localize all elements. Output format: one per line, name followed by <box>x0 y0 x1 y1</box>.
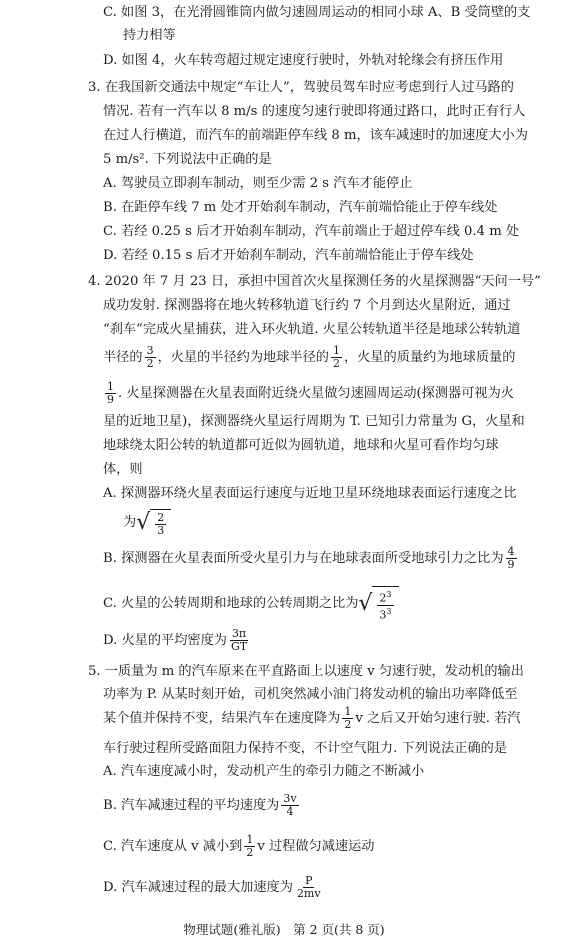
q5-l3-text-a: 某个值并保持不变，结果汽车在速度降为 <box>103 711 341 726</box>
q5-option-b <box>103 791 301 821</box>
q3-stem-line3: 在过人行横道，而汽车的前端距停车线 8 m，该车减速时的加速度大小为 <box>103 128 528 143</box>
fraction-one-ninth <box>105 381 116 406</box>
q5-d-text: D. 汽车减速过程的最大加速度为 <box>103 880 293 895</box>
frac-den: 9 <box>107 393 114 406</box>
page-footer: 物理试题(雅礼版) 第 2 页(共 8 页) <box>183 922 385 937</box>
q4-stem-line1: 4. 2020 年 7 月 23 日，承担中国首次火星探测任务的火星探测器“天问一号” <box>88 274 541 289</box>
frac-num: P <box>305 874 313 887</box>
frac-den: 4 <box>286 805 294 818</box>
q4-stem-line4 <box>103 344 515 372</box>
q4-l4-text-c: ，火星的质量约为地球质量的 <box>344 350 516 365</box>
den-exponent: 3 <box>386 606 392 616</box>
frac-num: 1 <box>107 380 114 393</box>
fraction-one-half <box>342 706 353 731</box>
fraction-two-thirds <box>155 512 166 537</box>
q4-b-text: B. 探测器在火星表面所受火星引力与在地球表面所受地球引力之比为 <box>103 551 504 566</box>
q3-option-c: C. 若经 0.25 s 后才开始刹车制动，汽车前端止于超过停车线 0.4 m 处 <box>103 224 520 239</box>
q5-option-c <box>103 832 375 862</box>
frac-num: 4 <box>507 545 515 558</box>
frac-num: 3π <box>231 627 247 640</box>
q3-stem-line2: 情况. 若有一汽车以 8 m/s 的速度匀速行驶即将通过路口，此时正有行人 <box>103 104 526 119</box>
q2-option-d: D. 如图 4，火车转弯超过规定速度行驶时，外轨对轮缘会有挤压作用 <box>103 53 504 68</box>
frac-den <box>377 606 393 622</box>
q4-d-text: D. 火星的平均密度为 <box>103 633 227 648</box>
q3-option-a: A. 驾驶员立即刹车制动，则至少需 2 s 汽车才能停止 <box>103 176 413 191</box>
q2-option-c-line1: C. 如图 3，在光滑圆锥筒内做匀速圆周运动的相同小球 A、B 受筒壁的支 <box>103 5 531 20</box>
q4-option-d <box>103 626 251 656</box>
num-base: 2 <box>379 591 387 605</box>
q5-option-d <box>103 873 325 903</box>
frac-num: 2 <box>157 510 165 524</box>
q3-option-d: D. 若经 0.15 s 后才开始刹车制动，汽车前端恰能止于停车线处 <box>103 248 474 263</box>
frac-num: 1 <box>333 344 340 357</box>
q5-stem-line4: 车行驶过程所受路面阻力保持不变，不计空气阻力. 下列说法正确的是 <box>103 741 508 756</box>
q3-stem-line1: 3. 在我国新交通法中规定“车让人”，驾驶员驾车时应考虑到行人过马路的 <box>88 80 514 95</box>
q3-option-b: B. 在距停车线 7 m 处才开始刹车制动，汽车前端恰能止于停车线处 <box>103 200 498 215</box>
q4-stem-line2: 成功发射. 探测器将在地火转移轨道飞行约 7 个月到达火星附近，通过 <box>103 298 511 313</box>
q4-option-a-line1: A. 探测器环绕火星表面运行速度与近地卫星环绕地球表面运行速度之比 <box>103 486 517 501</box>
num-exponent: 3 <box>386 590 392 599</box>
q4-stem-line6: 星的近地卫星)，探测器绕火星运行周期为 T. 已知引力常量为 G，火星和 <box>103 414 525 429</box>
fraction-three-halves <box>145 345 156 370</box>
frac-den: GT <box>231 640 248 653</box>
fraction-average-speed <box>281 793 298 818</box>
frac-den: 2 <box>146 357 154 370</box>
frac-den: 2 <box>246 846 254 859</box>
q4-option-a-line2 <box>123 506 171 540</box>
frac-den: 2 <box>333 357 340 370</box>
q5-c-text-a: C. 汽车速度从 v 减小到 <box>103 839 243 854</box>
q3-stem-line4: 5 m/s². 下列说法中正确的是 <box>103 152 272 167</box>
q5-l3-text-b: v 之后又开始匀速行驶. 若汽 <box>355 711 521 726</box>
sqrt-two-thirds <box>136 509 171 537</box>
q4-l4-text-a: 半径的 <box>103 350 143 365</box>
q4-l5-text: . 火星探测器在火星表面附近绕火星做匀速圆周运动(探测器可视为火 <box>118 386 514 401</box>
fraction-max-acceleration <box>295 875 323 900</box>
frac-num <box>377 589 393 606</box>
fraction-one-half <box>331 345 342 370</box>
fraction-four-ninths <box>506 546 517 571</box>
q5-b-text: B. 汽车减速过程的平均速度为 <box>103 798 280 813</box>
frac-num: 1 <box>344 705 352 718</box>
q5-stem-line1: 5. 一质量为 m 的汽车原来在平直路面上以速度 v 匀速行驶，发动机的输出 <box>88 664 524 679</box>
q4-stem-line5 <box>103 380 514 408</box>
sqrt-power-ratio <box>358 586 398 621</box>
frac-den: 2mv <box>296 887 321 900</box>
fraction-one-half <box>244 834 255 859</box>
fraction-power-ratio <box>377 589 393 621</box>
frac-num: 1 <box>246 833 254 846</box>
frac-num: 3v <box>283 792 297 805</box>
q5-option-a: A. 汽车速度减小时，发动机产生的牵引力随之不断减小 <box>103 764 425 779</box>
q4-c-text: C. 火星的公转周期和地球的公转周期之比为 <box>103 596 359 612</box>
q4-option-c <box>103 586 399 621</box>
frac-den: 2 <box>344 718 352 731</box>
q4-l4-text-b: ，火星的半径约为地球半径的 <box>157 350 329 365</box>
q4-stem-line7: 地球绕太阳公转的轨道都可近似为圆轨道，地球和火星可看作均匀球 <box>103 438 499 453</box>
radical-sign: √ <box>358 590 373 616</box>
den-base: 3 <box>379 608 387 622</box>
radical-sign: √ <box>136 509 151 535</box>
fraction-density <box>229 628 249 653</box>
q5-stem-line3 <box>103 704 520 734</box>
q5-stem-line2: 功率为 P. 从某时刻开始，司机突然减小油门将发动机的输出功率降低至 <box>103 687 518 702</box>
q4-stem-line3: “刹车”完成火星捕获，进入环火轨道. 火星公转轨道半径是地球公转轨道 <box>103 322 521 337</box>
frac-den: 9 <box>507 558 515 571</box>
frac-num: 3 <box>146 344 154 357</box>
q4-stem-line8: 体，则 <box>103 462 143 477</box>
q5-c-text-b: v 过程做匀减速运动 <box>257 839 375 854</box>
q4-option-b <box>103 545 519 573</box>
q2-option-c-line2: 持力相等 <box>123 28 176 43</box>
frac-den: 3 <box>157 523 165 537</box>
q4-a-prefix: 为 <box>123 515 137 530</box>
